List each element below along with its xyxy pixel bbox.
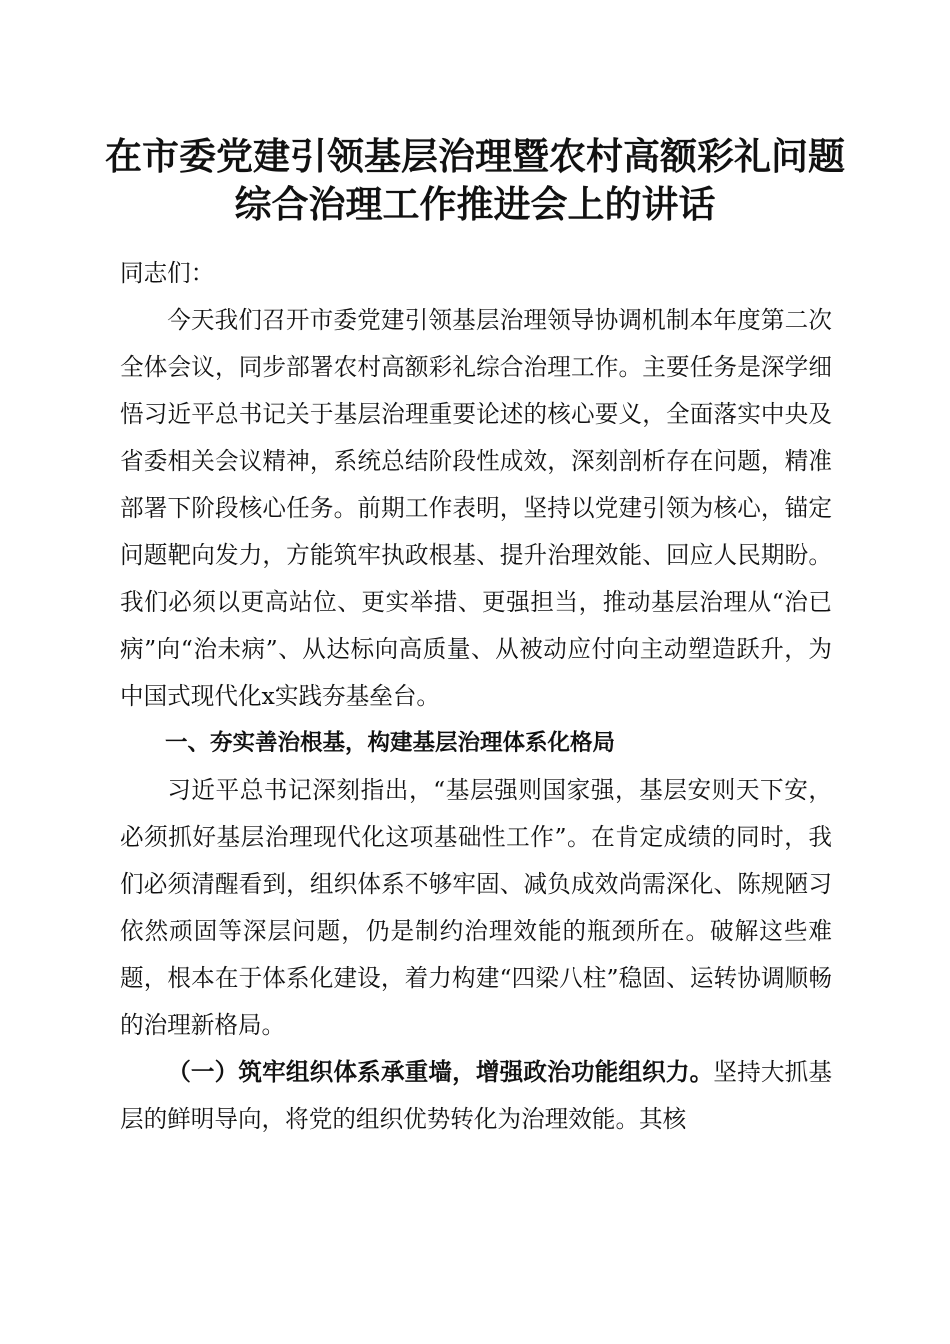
greeting: 同志们： xyxy=(120,259,215,287)
document-title xyxy=(60,132,890,228)
paragraph-subsection-1 xyxy=(120,1049,832,1143)
title-line-2: 综合治理工作推进会上的讲话 xyxy=(234,182,716,226)
paragraph-section-1: 习近平总书记深刻指出，“基层强则国家强，基层安则天下安，必须抓好基层治理现代化这项基础性工作”。在肯定成绩的同时，我们必须清醒看到，组织体系不够牢固、减负成效尚需深化、陈规陋习依然顽固等深层问题，仍是制约治理效能的瓶颈所在。破解这些难题，根本在于体系化建设，着力构建“四梁八柱”稳固、运转协调顺畅的治理新格局。 xyxy=(120,776,832,1039)
subsection-body-1: 坚持大抓基层的鲜明导向，将党的组织优势转化为治理效能。其核 xyxy=(120,1058,833,1133)
section-heading-1: 一、夯实善治根基，构建基层治理体系化格局 xyxy=(165,730,616,756)
title-line-1: 在市委党建引领基层治理暨农村高额彩礼问题 xyxy=(105,134,845,178)
document-body xyxy=(120,250,832,1143)
subsection-heading-1: （一）筑牢组织体系承重墙，增强政治功能组织力。 xyxy=(167,1058,714,1086)
paragraph-intro: 今天我们召开市委党建引领基层治理领导协调机制本年度第二次全体会议，同步部署农村高额彩礼综合治理工作。主要任务是深学细悟习近平总书记关于基层治理重要论述的核心要义，全面落实中央及省委相关会议精神，系统总结阶段性成效，深刻剖析存在问题，精准部署下阶段核心任务。前期工作表明，坚持以党建引领为核心，锚定问题靶向发力，方能筑牢执政根基、提升治理效能、回应人民期盼。我们必须以更高站位、更实举措、更强担当，推动基层治理从“治已病”向“治未病”、从达标向高质量、从被动应付向主动塑造跃升，为中国式现代化x实践夯基垒台。 xyxy=(120,306,832,710)
